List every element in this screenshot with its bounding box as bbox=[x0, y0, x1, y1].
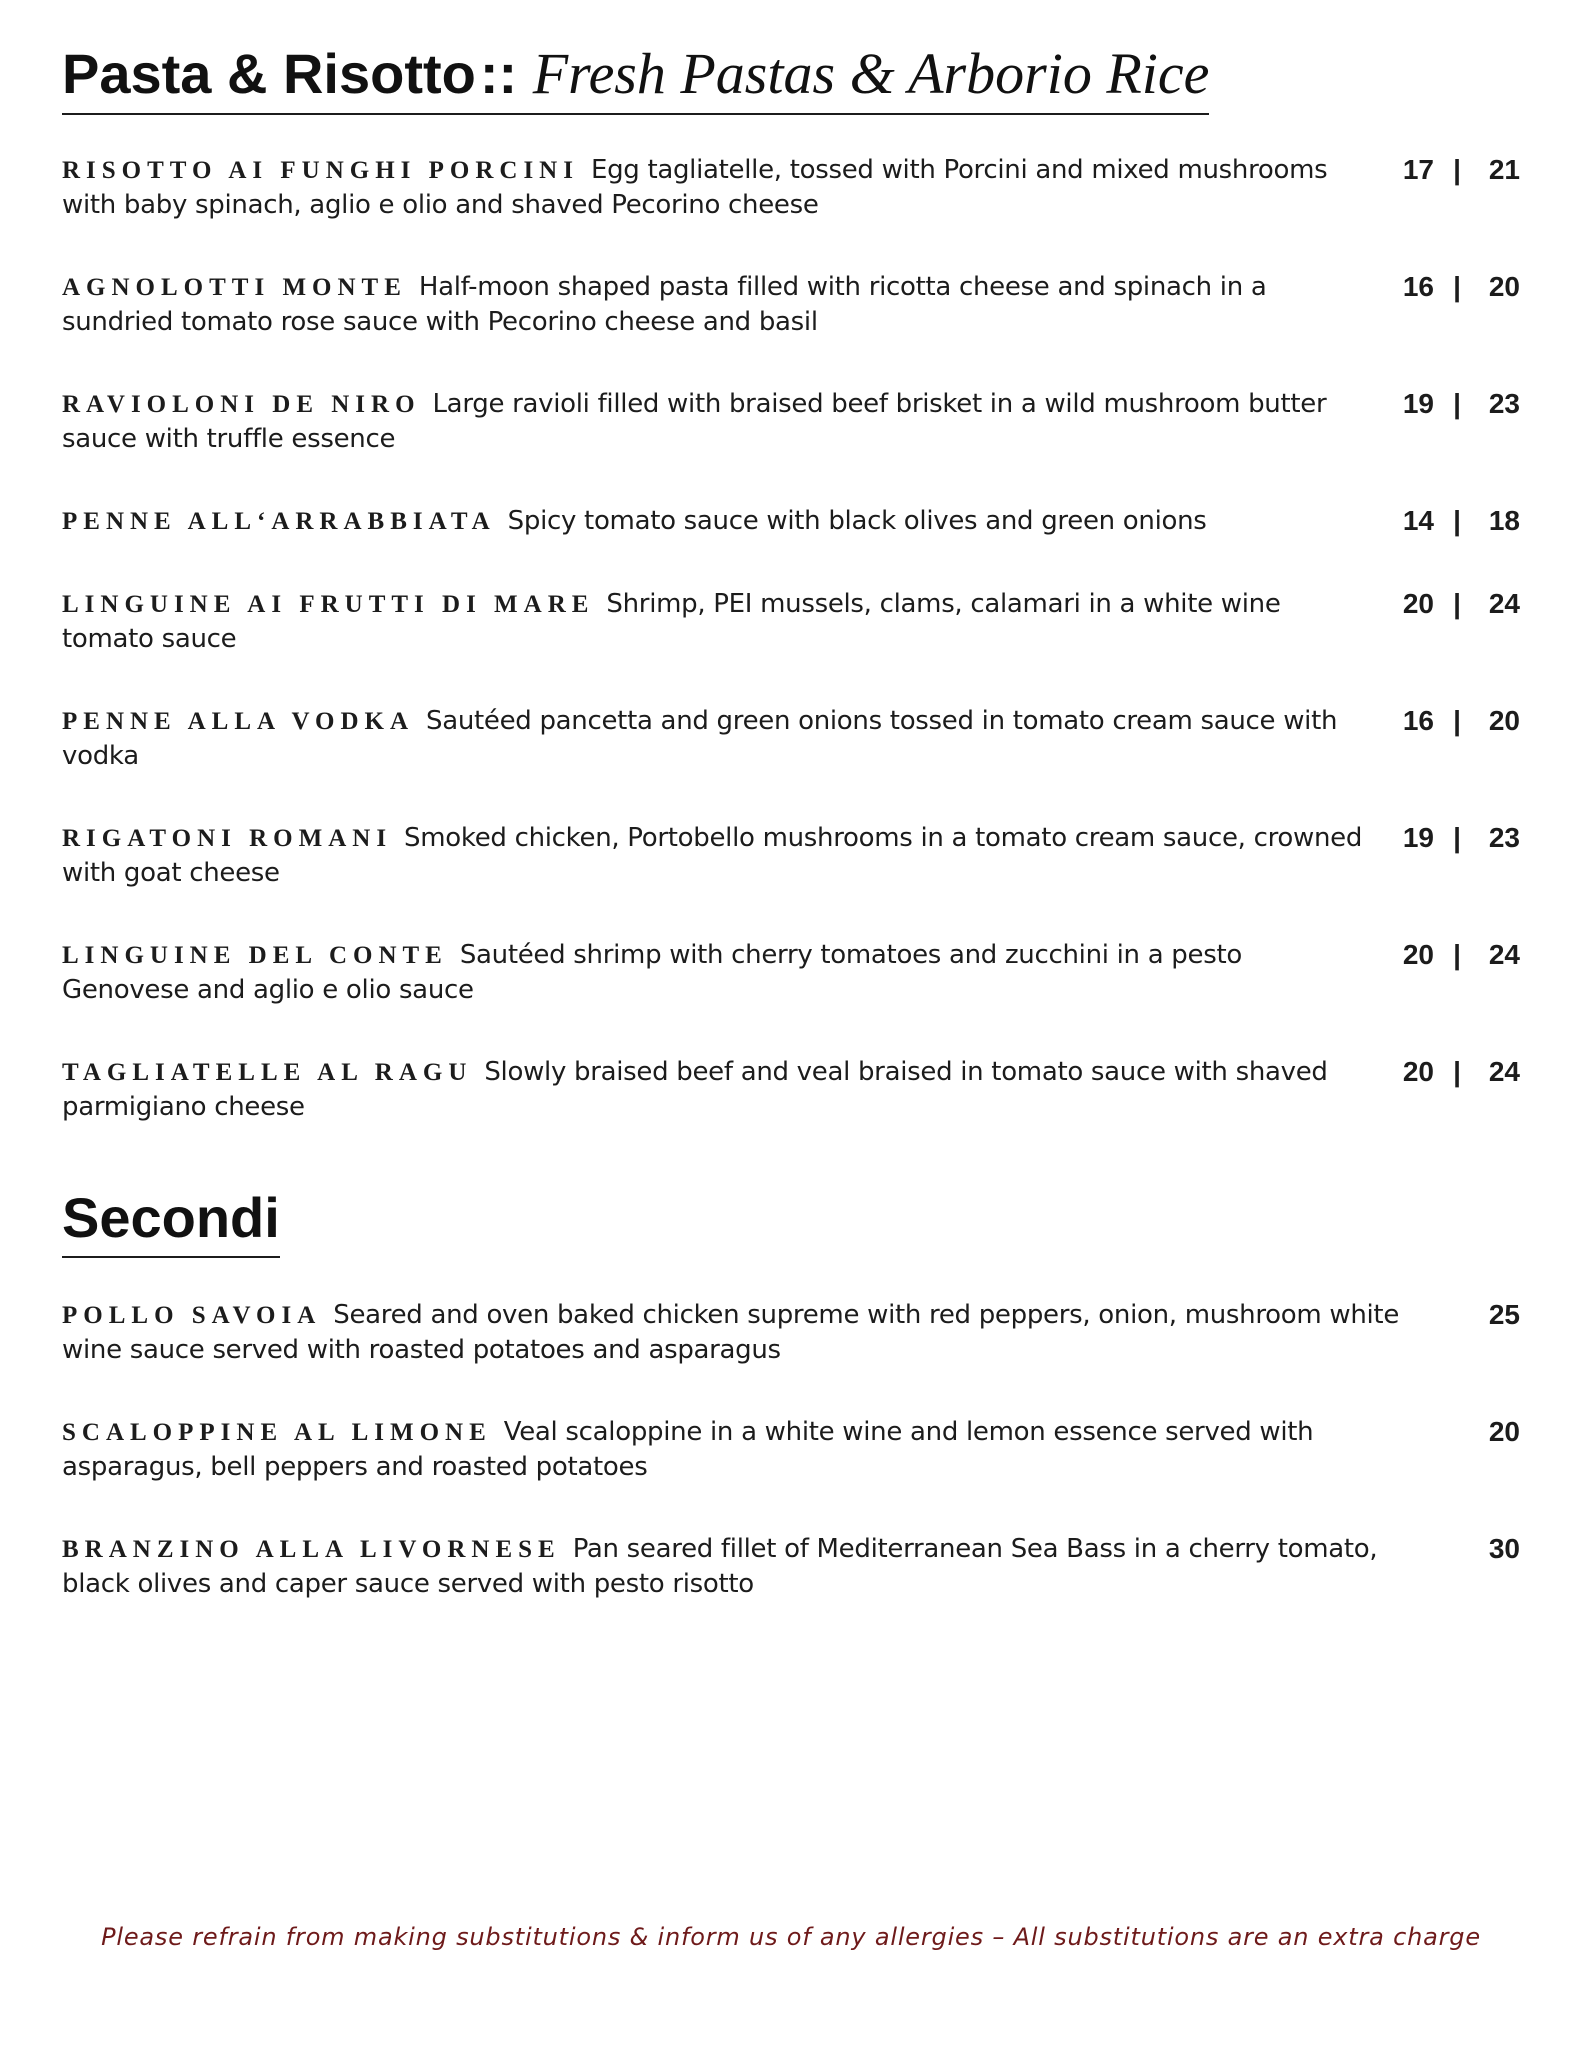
price-small: 20 bbox=[1402, 588, 1434, 619]
price-small: 16 bbox=[1402, 271, 1434, 302]
item-price bbox=[1394, 821, 1520, 855]
item-name: RAVIOLONI DE NIRO bbox=[62, 391, 421, 418]
item-name: TAGLIATELLE AL RAGU bbox=[62, 1059, 473, 1086]
secondi-section-heading bbox=[62, 1185, 280, 1258]
price-large: 23 bbox=[1488, 822, 1520, 853]
price-divider: | bbox=[1453, 939, 1461, 970]
item-price bbox=[1394, 387, 1520, 421]
pasta-menu-list bbox=[62, 153, 1520, 1124]
item-description: Spicy tomato sauce with black olives and green onions bbox=[507, 506, 1207, 536]
secondi-menu-list bbox=[62, 1298, 1520, 1601]
item-price: 30 bbox=[1488, 1533, 1520, 1564]
item-name: LINGUINE DEL CONTE bbox=[62, 942, 448, 969]
price-divider: | bbox=[1453, 154, 1461, 185]
item-name: AGNOLOTTI MONTE bbox=[62, 274, 407, 301]
item-name: PENNE ALLA VODKA bbox=[62, 708, 415, 735]
item-name: LINGUINE AI FRUTTI DI MARE bbox=[62, 591, 595, 618]
item-price bbox=[1394, 587, 1520, 621]
pasta-section-heading bbox=[62, 40, 1209, 115]
item-price bbox=[1394, 938, 1520, 972]
menu-item bbox=[62, 938, 1520, 1007]
footer-note: Please refrain from making substitutions & inform us of any allergies – All substitutions are an extra charge bbox=[101, 1923, 1481, 1951]
price-small: 20 bbox=[1402, 1056, 1434, 1087]
price-divider: | bbox=[1453, 271, 1461, 302]
price-large: 23 bbox=[1488, 388, 1520, 419]
menu-item bbox=[62, 587, 1520, 656]
price-small: 16 bbox=[1402, 705, 1434, 736]
item-price bbox=[1394, 270, 1520, 304]
price-large: 21 bbox=[1488, 154, 1520, 185]
price-small: 19 bbox=[1402, 822, 1434, 853]
item-description: Half-moon shaped pasta filled with ricotta cheese and spinach in a sundried tomato rose sauce with Pecorino cheese and basil bbox=[62, 272, 1267, 337]
item-price: 25 bbox=[1488, 1299, 1520, 1330]
item-description: Pan seared fillet of Mediterranean Sea Bass in a cherry tomato, black olives and caper sauce served with pesto risotto bbox=[62, 1534, 1378, 1599]
item-name: SCALOPPINE AL LIMONE bbox=[62, 1419, 492, 1446]
price-divider: | bbox=[1453, 822, 1461, 853]
secondi-section-title: Secondi bbox=[62, 1186, 280, 1249]
item-price: 20 bbox=[1488, 1416, 1520, 1447]
heading-separator: :: bbox=[479, 42, 518, 105]
item-description: Sautéed shrimp with cherry tomatoes and zucchini in a pesto Genovese and aglio e olio sauce bbox=[62, 940, 1242, 1005]
item-description: Sautéed pancetta and green onions tossed in tomato cream sauce with vodka bbox=[62, 706, 1338, 771]
item-description: Shrimp, PEI mussels, clams, calamari in a white wine tomato sauce bbox=[62, 589, 1281, 654]
item-name: POLLO SAVOIA bbox=[62, 1302, 322, 1329]
menu-item bbox=[62, 1532, 1520, 1601]
menu-item bbox=[62, 387, 1520, 456]
menu-item bbox=[62, 1055, 1520, 1124]
item-price bbox=[1394, 704, 1520, 738]
menu-item bbox=[62, 821, 1520, 890]
price-large: 20 bbox=[1488, 271, 1520, 302]
item-description: Seared and oven baked chicken supreme with red peppers, onion, mushroom white wine sauce served with roasted potatoes and asparagus bbox=[62, 1300, 1400, 1365]
price-divider: | bbox=[1453, 588, 1461, 619]
menu-item bbox=[62, 1415, 1520, 1484]
menu-item bbox=[62, 270, 1520, 339]
price-divider: | bbox=[1453, 705, 1461, 736]
item-description: Large ravioli filled with braised beef brisket in a wild mushroom butter sauce with truffle essence bbox=[62, 389, 1327, 454]
item-description: Slowly braised beef and veal braised in tomato sauce with shaved parmigiano cheese bbox=[62, 1057, 1328, 1122]
price-divider: | bbox=[1453, 505, 1461, 536]
item-price bbox=[1394, 504, 1520, 538]
price-small: 17 bbox=[1402, 154, 1434, 185]
menu-item bbox=[62, 153, 1520, 222]
price-large: 20 bbox=[1488, 705, 1520, 736]
price-large: 24 bbox=[1488, 588, 1520, 619]
secondi-section bbox=[62, 1185, 1520, 1649]
item-price bbox=[1394, 1055, 1520, 1089]
pasta-section-subtitle: Fresh Pastas & Arborio Rice bbox=[532, 41, 1210, 106]
menu-page bbox=[62, 40, 1520, 1599]
item-price bbox=[1394, 153, 1520, 187]
price-small: 19 bbox=[1402, 388, 1434, 419]
item-name: BRANZINO ALLA LIVORNESE bbox=[62, 1536, 561, 1563]
menu-item bbox=[62, 504, 1520, 539]
item-name: PENNE ALL‘ARRABBIATA bbox=[62, 508, 496, 535]
price-small: 20 bbox=[1402, 939, 1434, 970]
price-divider: | bbox=[1453, 1056, 1461, 1087]
item-description: Veal scaloppine in a white wine and lemon essence served with asparagus, bell peppers and roasted potatoes bbox=[62, 1417, 1314, 1482]
pasta-section-title: Pasta & Risotto bbox=[62, 42, 476, 105]
item-name: RIGATONI ROMANI bbox=[62, 825, 393, 852]
menu-item bbox=[62, 1298, 1520, 1367]
item-description: Smoked chicken, Portobello mushrooms in a tomato cream sauce, crowned with goat cheese bbox=[62, 823, 1363, 888]
price-small: 14 bbox=[1402, 505, 1434, 536]
price-large: 18 bbox=[1488, 505, 1520, 536]
price-large: 24 bbox=[1488, 939, 1520, 970]
menu-item bbox=[62, 704, 1520, 773]
item-description: Egg tagliatelle, tossed with Porcini and mixed mushrooms with baby spinach, aglio e olio and shaved Pecorino cheese bbox=[62, 155, 1328, 220]
item-name: RISOTTO AI FUNGHI PORCINI bbox=[62, 157, 579, 184]
price-divider: | bbox=[1453, 388, 1461, 419]
price-large: 24 bbox=[1488, 1056, 1520, 1087]
